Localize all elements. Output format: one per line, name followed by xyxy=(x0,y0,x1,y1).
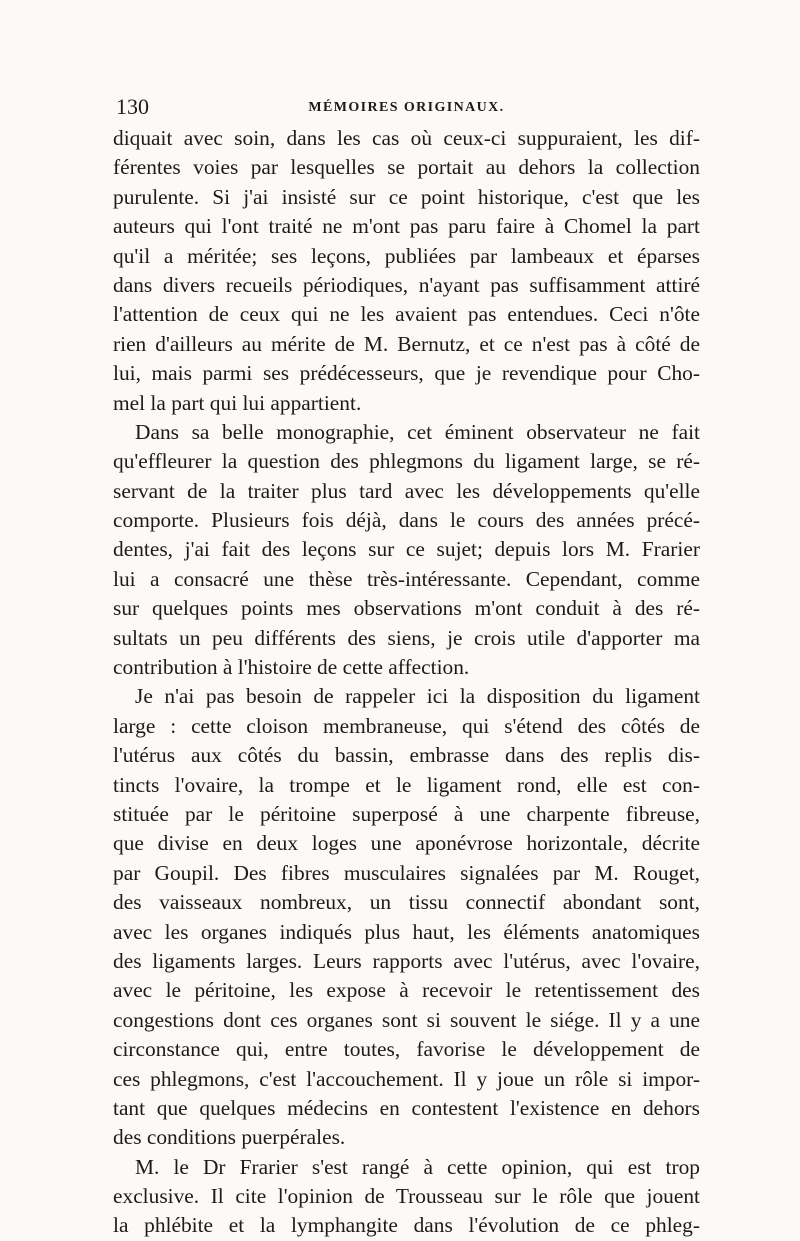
text-line: l'utérus aux côtés du bassin, embrasse dans des replis dis- xyxy=(113,743,700,768)
text-line: auteurs qui l'ont traité ne m'ont pas paru faire à Chomel la part xyxy=(113,214,700,239)
text-line: sur quelques points mes observations m'ont conduit à des ré- xyxy=(113,596,700,621)
text-line: purulente. Si j'ai insisté sur ce point historique, c'est que les xyxy=(113,184,700,209)
text-line: circonstance qui, entre toutes, favorise le développement de xyxy=(113,1037,700,1062)
text-line: servant de la traiter plus tard avec les développements qu'elle xyxy=(113,478,700,503)
text-line: ces phlegmons, c'est l'accouchement. Il y joue un rôle si impor- xyxy=(113,1066,700,1091)
text-line: lui, mais parmi ses prédécesseurs, que je revendique pour Cho- xyxy=(113,361,700,386)
text-line: comporte. Plusieurs fois déjà, dans le cours des années précé- xyxy=(113,508,700,533)
running-head xyxy=(113,94,700,124)
text-line: Dans sa belle monographie, cet éminent observateur ne fait xyxy=(135,419,700,444)
text-line: des vaisseaux nombreux, un tissu connectif abondant sont, xyxy=(113,890,700,915)
text-line: avec les organes indiqués plus haut, les éléments anatomiques xyxy=(113,919,700,944)
text-line: que divise en deux loges une aponévrose horizontale, décrite xyxy=(113,831,700,856)
text-line: exclusive. Il cite l'opinion de Trousseau sur le rôle que jouent xyxy=(113,1184,700,1209)
text-line: qu'il a méritée; ses leçons, publiées par lambeaux et éparses xyxy=(113,243,700,268)
running-title: MÉMOIRES ORIGINAUX. xyxy=(308,100,505,115)
text-line: diquait avec soin, dans les cas où ceux-ci suppuraient, les dif- xyxy=(113,126,700,150)
text-line: la phlébite et la lymphangite dans l'évolution de ce phleg- xyxy=(113,1213,700,1238)
text-line: mel la part qui lui appartient. xyxy=(113,390,362,415)
book-page xyxy=(113,94,700,1241)
text-line: des conditions puerpérales. xyxy=(113,1125,346,1150)
text-line: rien d'ailleurs au mérite de M. Bernutz, et ce n'est pas à côté de xyxy=(113,331,700,356)
text-line: sultats un peu différents des siens, je crois utile d'apporter ma xyxy=(113,625,700,650)
text-line: contribution à l'histoire de cette affection. xyxy=(113,655,470,680)
text-line: tincts l'ovaire, la trompe et le ligament rond, elle est con- xyxy=(113,772,700,797)
text-line: tant que quelques médecins en contestent l'existence en dehors xyxy=(113,1095,700,1120)
text-line: large : cette cloison membraneuse, qui s'étend des côtés de xyxy=(113,713,700,738)
text-line: par Goupil. Des fibres musculaires signalées par M. Rouget, xyxy=(113,860,700,885)
page-number: 130 xyxy=(116,94,149,119)
text-line: lui a consacré une thèse très-intéressante. Cependant, comme xyxy=(113,566,700,591)
text-line: dans divers recueils périodiques, n'ayant pas suffisamment attiré xyxy=(113,272,700,297)
body-text xyxy=(113,124,700,1241)
text-line: qu'effleurer la question des phlegmons du ligament large, se ré- xyxy=(113,449,700,474)
text-line: stituée par le péritoine superposé à une charpente fibreuse, xyxy=(113,801,700,826)
text-line: dentes, j'ai fait des leçons sur ce sujet; depuis lors M. Frarier xyxy=(113,537,700,562)
text-line: férentes voies par lesquelles se portait au dehors la collection xyxy=(113,155,700,180)
text-line: avec le péritoine, les expose à recevoir le retentissement des xyxy=(113,978,700,1003)
text-line: M. le Dr Frarier s'est rangé à cette opinion, qui est trop xyxy=(135,1154,700,1179)
text-line: l'attention de ceux qui ne les avaient pas entendues. Ceci n'ôte xyxy=(113,302,700,327)
text-line: des ligaments larges. Leurs rapports avec l'utérus, avec l'ovaire, xyxy=(113,948,700,973)
text-line: Je n'ai pas besoin de rappeler ici la disposition du ligament xyxy=(135,684,700,709)
text-line: congestions dont ces organes sont si souvent le siége. Il y a une xyxy=(113,1007,700,1032)
